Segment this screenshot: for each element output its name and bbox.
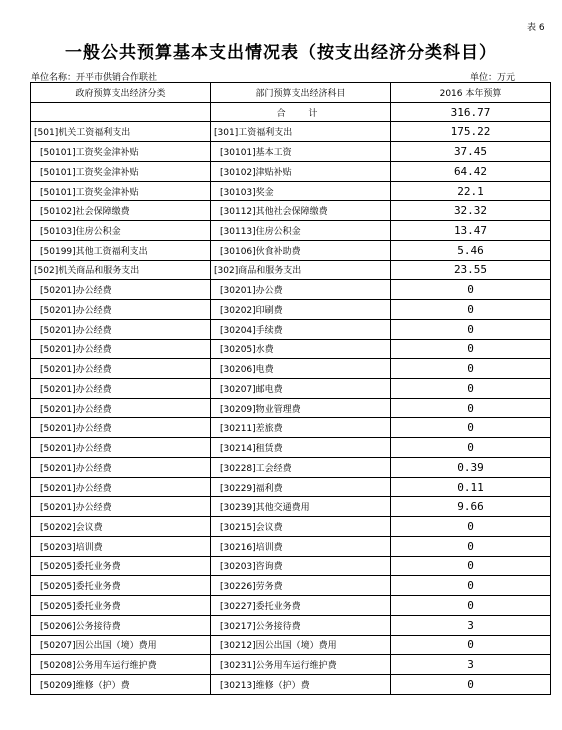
amount-cell: 0 xyxy=(391,339,551,359)
gov-category-cell: [50208]公务用车运行维护费 xyxy=(31,655,211,675)
table-row xyxy=(31,675,551,695)
amount-cell: 0 xyxy=(391,675,551,695)
dept-category-cell: [30207]邮电费 xyxy=(211,379,391,399)
gov-category-cell: [50201]办公经费 xyxy=(31,438,211,458)
column-header-gov: 政府预算支出经济分类 xyxy=(31,83,211,103)
dept-category-cell: [30211]差旅费 xyxy=(211,418,391,438)
amount-cell: 37.45 xyxy=(391,142,551,162)
column-header-amount: 2016 本年预算 xyxy=(391,83,551,103)
dept-category-cell: [30209]物业管理费 xyxy=(211,398,391,418)
gov-category-cell: [50101]工资奖金津补贴 xyxy=(31,161,211,181)
amount-cell: 5.46 xyxy=(391,240,551,260)
amount-cell: 0.11 xyxy=(391,477,551,497)
table-row xyxy=(31,517,551,537)
gov-category-cell: [50201]办公经费 xyxy=(31,319,211,339)
gov-category-cell: [50201]办公经费 xyxy=(31,280,211,300)
table-row xyxy=(31,201,551,221)
dept-category-cell: [30101]基本工资 xyxy=(211,142,391,162)
gov-category-cell: [50201]办公经费 xyxy=(31,359,211,379)
column-header-dept: 部门预算支出经济科目 xyxy=(211,83,391,103)
table-row xyxy=(31,339,551,359)
total-value: 316.77 xyxy=(391,102,551,122)
dept-category-cell: [30217]公务接待费 xyxy=(211,615,391,635)
table-row xyxy=(31,280,551,300)
gov-category-cell: [50205]委托业务费 xyxy=(31,596,211,616)
amount-cell: 0 xyxy=(391,418,551,438)
gov-category-cell: [502]机关商品和服务支出 xyxy=(31,260,211,280)
table-row xyxy=(31,122,551,142)
amount-cell: 0 xyxy=(391,596,551,616)
amount-cell: 64.42 xyxy=(391,161,551,181)
gov-category-cell: [50199]其他工资福利支出 xyxy=(31,240,211,260)
amount-cell: 0 xyxy=(391,300,551,320)
amount-cell: 9.66 xyxy=(391,497,551,517)
table-row xyxy=(31,142,551,162)
amount-cell: 0 xyxy=(391,319,551,339)
table-row xyxy=(31,536,551,556)
gov-category-cell: [50205]委托业务费 xyxy=(31,556,211,576)
dept-category-cell: [30239]其他交通费用 xyxy=(211,497,391,517)
table-row xyxy=(31,359,551,379)
gov-category-cell: [50101]工资奖金津补贴 xyxy=(31,142,211,162)
table-row xyxy=(31,260,551,280)
dept-category-cell: [30201]办公费 xyxy=(211,280,391,300)
table-row xyxy=(31,438,551,458)
amount-cell: 13.47 xyxy=(391,221,551,241)
amount-cell: 0 xyxy=(391,379,551,399)
gov-category-cell: [50209]维修（护）费 xyxy=(31,675,211,695)
table-header-row xyxy=(31,83,551,103)
amount-cell: 0 xyxy=(391,280,551,300)
amount-cell: 3 xyxy=(391,655,551,675)
gov-category-cell: [50201]办公经费 xyxy=(31,300,211,320)
gov-category-cell: [50201]办公经费 xyxy=(31,497,211,517)
table-row xyxy=(31,556,551,576)
table-row xyxy=(31,300,551,320)
dept-category-cell: [30231]公务用车运行维护费 xyxy=(211,655,391,675)
amount-cell: 0 xyxy=(391,438,551,458)
amount-cell: 32.32 xyxy=(391,201,551,221)
gov-category-cell: [50103]住房公积金 xyxy=(31,221,211,241)
dept-category-cell: [301]工资福利支出 xyxy=(211,122,391,142)
amount-cell: 0 xyxy=(391,556,551,576)
table-row xyxy=(31,635,551,655)
table-row xyxy=(31,497,551,517)
amount-cell: 23.55 xyxy=(391,260,551,280)
dept-category-cell: [30212]因公出国（境）费用 xyxy=(211,635,391,655)
table-row xyxy=(31,477,551,497)
amount-cell: 0 xyxy=(391,359,551,379)
table-row xyxy=(31,576,551,596)
dept-category-cell: [30202]印刷费 xyxy=(211,300,391,320)
amount-cell: 3 xyxy=(391,615,551,635)
dept-category-cell: [30103]奖金 xyxy=(211,181,391,201)
gov-category-cell: [50102]社会保障缴费 xyxy=(31,201,211,221)
dept-category-cell: [30228]工会经费 xyxy=(211,457,391,477)
dept-category-cell: [302]商品和服务支出 xyxy=(211,260,391,280)
gov-category-cell: [50203]培训费 xyxy=(31,536,211,556)
dept-category-cell: [30214]租赁费 xyxy=(211,438,391,458)
dept-category-cell: [30226]劳务费 xyxy=(211,576,391,596)
gov-category-cell: [50201]办公经费 xyxy=(31,457,211,477)
table-row xyxy=(31,240,551,260)
dept-category-cell: [30113]住房公积金 xyxy=(211,221,391,241)
amount-cell: 22.1 xyxy=(391,181,551,201)
table-row xyxy=(31,596,551,616)
gov-category-cell: [501]机关工资福利支出 xyxy=(31,122,211,142)
dept-category-cell: [30106]伙食补助费 xyxy=(211,240,391,260)
dept-category-cell: [30204]手续费 xyxy=(211,319,391,339)
dept-category-cell: [30206]电费 xyxy=(211,359,391,379)
dept-category-cell: [30203]咨询费 xyxy=(211,556,391,576)
amount-cell: 0 xyxy=(391,635,551,655)
table-row xyxy=(31,379,551,399)
gov-category-cell: [50207]因公出国（境）费用 xyxy=(31,635,211,655)
dept-category-cell: [30229]福利费 xyxy=(211,477,391,497)
table-row xyxy=(31,655,551,675)
dept-category-cell: [30102]津贴补贴 xyxy=(211,161,391,181)
table-row xyxy=(31,181,551,201)
table-row xyxy=(31,161,551,181)
dept-category-cell: [30205]水费 xyxy=(211,339,391,359)
amount-cell: 0.39 xyxy=(391,457,551,477)
total-label: 合 计 xyxy=(211,102,391,122)
dept-category-cell: [30215]会议费 xyxy=(211,517,391,537)
table-row xyxy=(31,457,551,477)
amount-cell: 175.22 xyxy=(391,122,551,142)
dept-category-cell: [30112]其他社会保障缴费 xyxy=(211,201,391,221)
gov-category-cell: [50101]工资奖金津补贴 xyxy=(31,181,211,201)
currency-unit-label: 单位：万元 xyxy=(470,73,516,83)
gov-category-cell: [50202]会议费 xyxy=(31,517,211,537)
table-row xyxy=(31,418,551,438)
amount-cell: 0 xyxy=(391,576,551,596)
unit-name-label: 单位名称：开平市供销合作联社 xyxy=(31,73,158,83)
amount-cell: 0 xyxy=(391,398,551,418)
dept-category-cell: [30213]维修（护）费 xyxy=(211,675,391,695)
amount-cell: 0 xyxy=(391,517,551,537)
gov-category-cell: [50201]办公经费 xyxy=(31,418,211,438)
page-title: 一般公共预算基本支出情况表（按支出经济分类科目） xyxy=(65,43,497,63)
gov-category-cell: [50201]办公经费 xyxy=(31,398,211,418)
total-blank-cell xyxy=(31,102,211,122)
gov-category-cell: [50201]办公经费 xyxy=(31,339,211,359)
table-row xyxy=(31,319,551,339)
gov-category-cell: [50201]办公经费 xyxy=(31,477,211,497)
gov-category-cell: [50205]委托业务费 xyxy=(31,576,211,596)
amount-cell: 0 xyxy=(391,536,551,556)
dept-category-cell: [30227]委托业务费 xyxy=(211,596,391,616)
budget-table xyxy=(30,82,551,695)
gov-category-cell: [50201]办公经费 xyxy=(31,379,211,399)
gov-category-cell: [50206]公务接待费 xyxy=(31,615,211,635)
table-row xyxy=(31,398,551,418)
dept-category-cell: [30216]培训费 xyxy=(211,536,391,556)
total-row xyxy=(31,102,551,122)
table-number-label: 表 6 xyxy=(527,23,545,33)
table-row xyxy=(31,615,551,635)
table-row xyxy=(31,221,551,241)
